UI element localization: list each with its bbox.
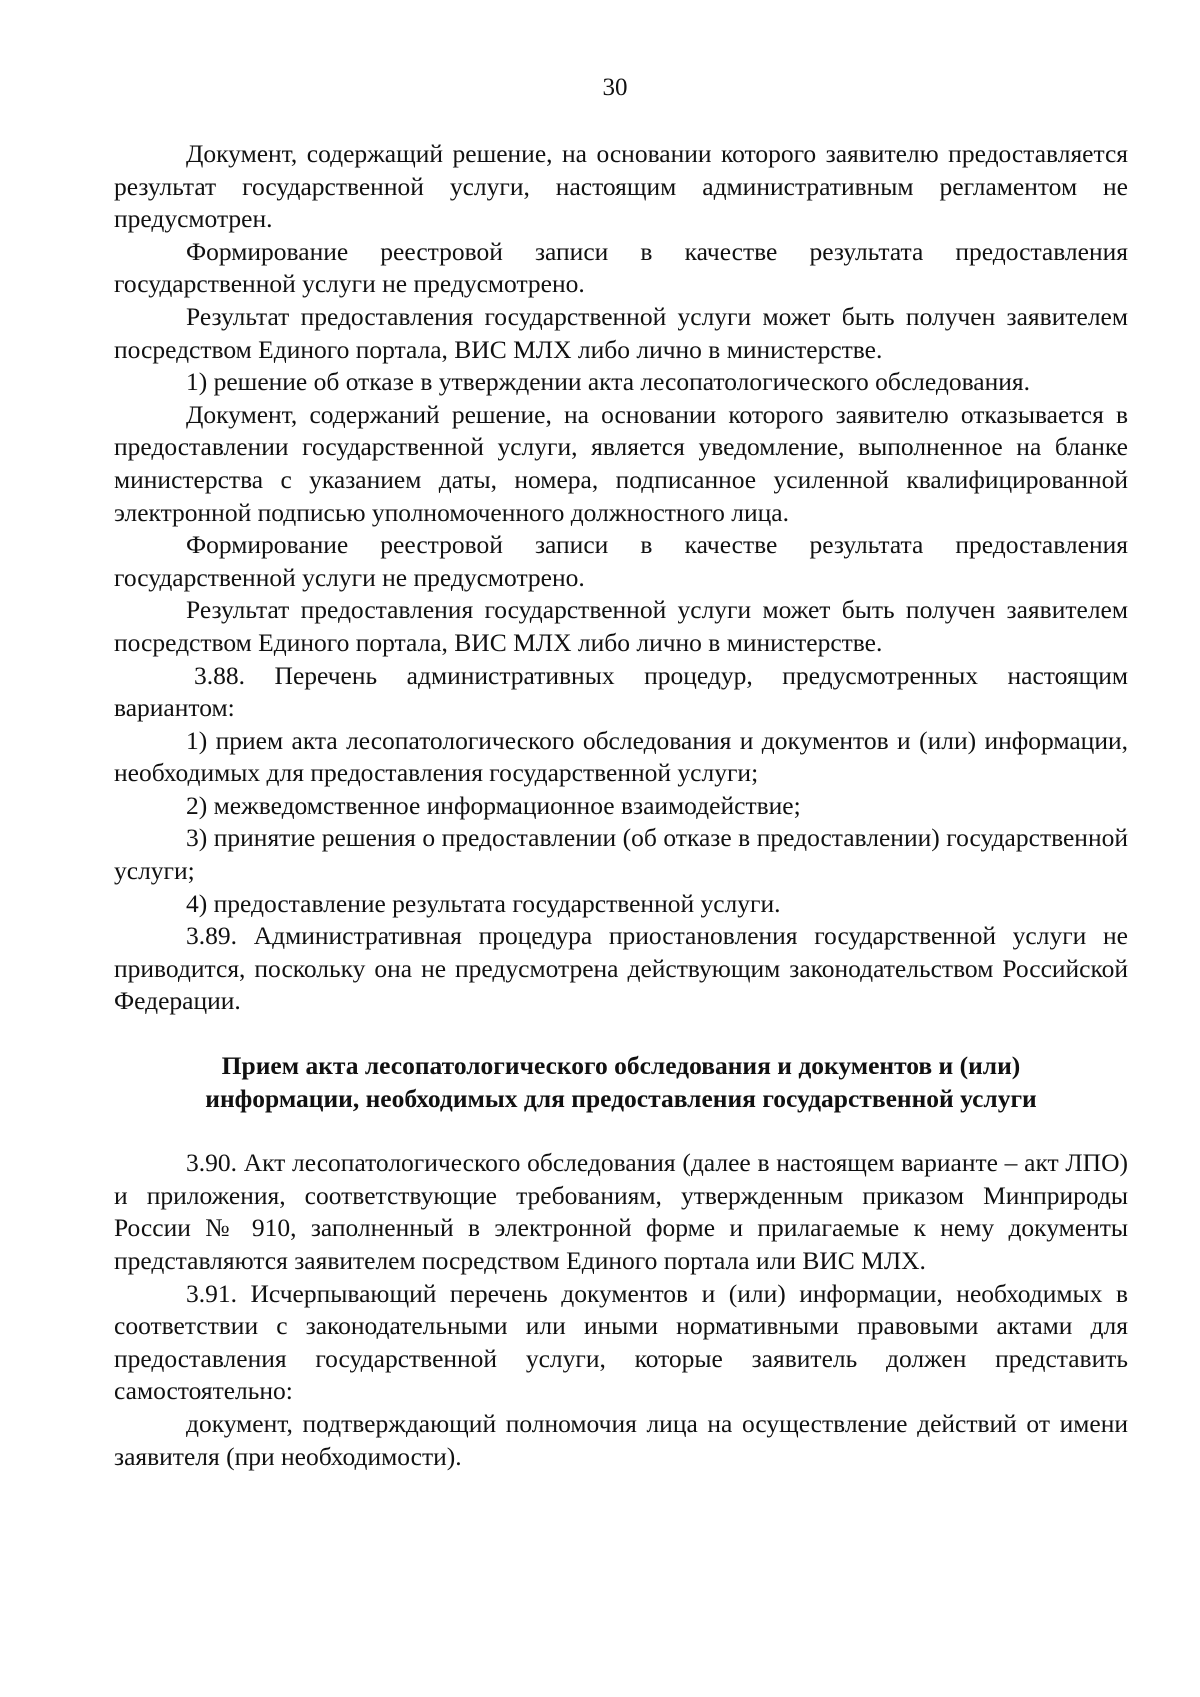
- list-item: 1) решение об отказе в утверждении акта лесопатологического обследования.: [186, 367, 1031, 397]
- list-item: 4) предоставление результата государственной услуги.: [186, 888, 781, 918]
- list-item: 2) межведомственное информационное взаимодействие;: [186, 790, 801, 820]
- section-heading-line: информации, необходимых для предоставления государственной услуги: [205, 1083, 1037, 1113]
- paragraph: Результат предоставления государственной услуги может быть получен заявителем посредством Единого портала, ВИС МЛХ либо лично в министерстве.: [114, 595, 1128, 657]
- page-number: 30: [602, 74, 628, 101]
- paragraph: Документ, содержаний решение, на основании которого заявителю отказывается в предоставлении государственной услуги, является уведомление, выполненное на бланке министерства с указанием даты, номера, подписанное усиленной квалифицированной электронной подписью уполномоченного должностного лица.: [114, 399, 1128, 527]
- paragraph: 3.90. Акт лесопатологического обследования (далее в настоящем варианте – акт ЛПО) и приложения, соответствующие требованиям, утвержденным приказом Минприроды России № 910, заполненный в электронной форме и прилагаемые к нему документы представляются заявителем посредством Единого портала или ВИС МЛХ.: [114, 1148, 1128, 1275]
- list-item: 1) прием акта лесопатологического обследования и документов и (или) информации, необходимых для предоставления государственной услуги;: [114, 725, 1128, 788]
- paragraph: Формирование реестровой записи в качестве результата предоставления государственной услуги не предусмотрено.: [114, 530, 1128, 592]
- section-heading: [114, 1050, 1128, 1115]
- list-item: 3) принятие решения о предоставлении (об отказе в предоставлении) государственной услуги;: [114, 823, 1128, 886]
- paragraph: 3.88. Перечень административных процедур, предусмотренных настоящим вариантом:: [114, 660, 1128, 723]
- paragraph: документ, подтверждающий полномочия лица на осуществление действий от имени заявителя (при необходимости).: [114, 1408, 1128, 1471]
- paragraph: 3.91. Исчерпывающий перечень документов и (или) информации, необходимых в соответствии с законодательными или иными нормативными правовыми актами для предоставления государственной услуги, которые заявитель должен представить самостоятельно:: [114, 1278, 1128, 1406]
- paragraph: 3.89. Административная процедура приостановления государственной услуги не приводится, поскольку она не предусмотрена действующим законодательством Российской Федерации.: [114, 921, 1128, 1016]
- paragraph: Формирование реестровой записи в качестве результата предоставления государственной услуги не предусмотрено.: [114, 236, 1128, 299]
- paragraph: Документ, содержащий решение, на основании которого заявителю предоставляется результат государственной услуги, настоящим административным регламентом не предусмотрен.: [114, 139, 1128, 234]
- section-heading-line: Прием акта лесопатологического обследования и документов и (или): [221, 1051, 1021, 1081]
- paragraph: Результат предоставления государственной услуги может быть получен заявителем посредством Единого портала, ВИС МЛХ либо лично в министерстве.: [114, 301, 1128, 364]
- document-body: [114, 138, 1128, 1473]
